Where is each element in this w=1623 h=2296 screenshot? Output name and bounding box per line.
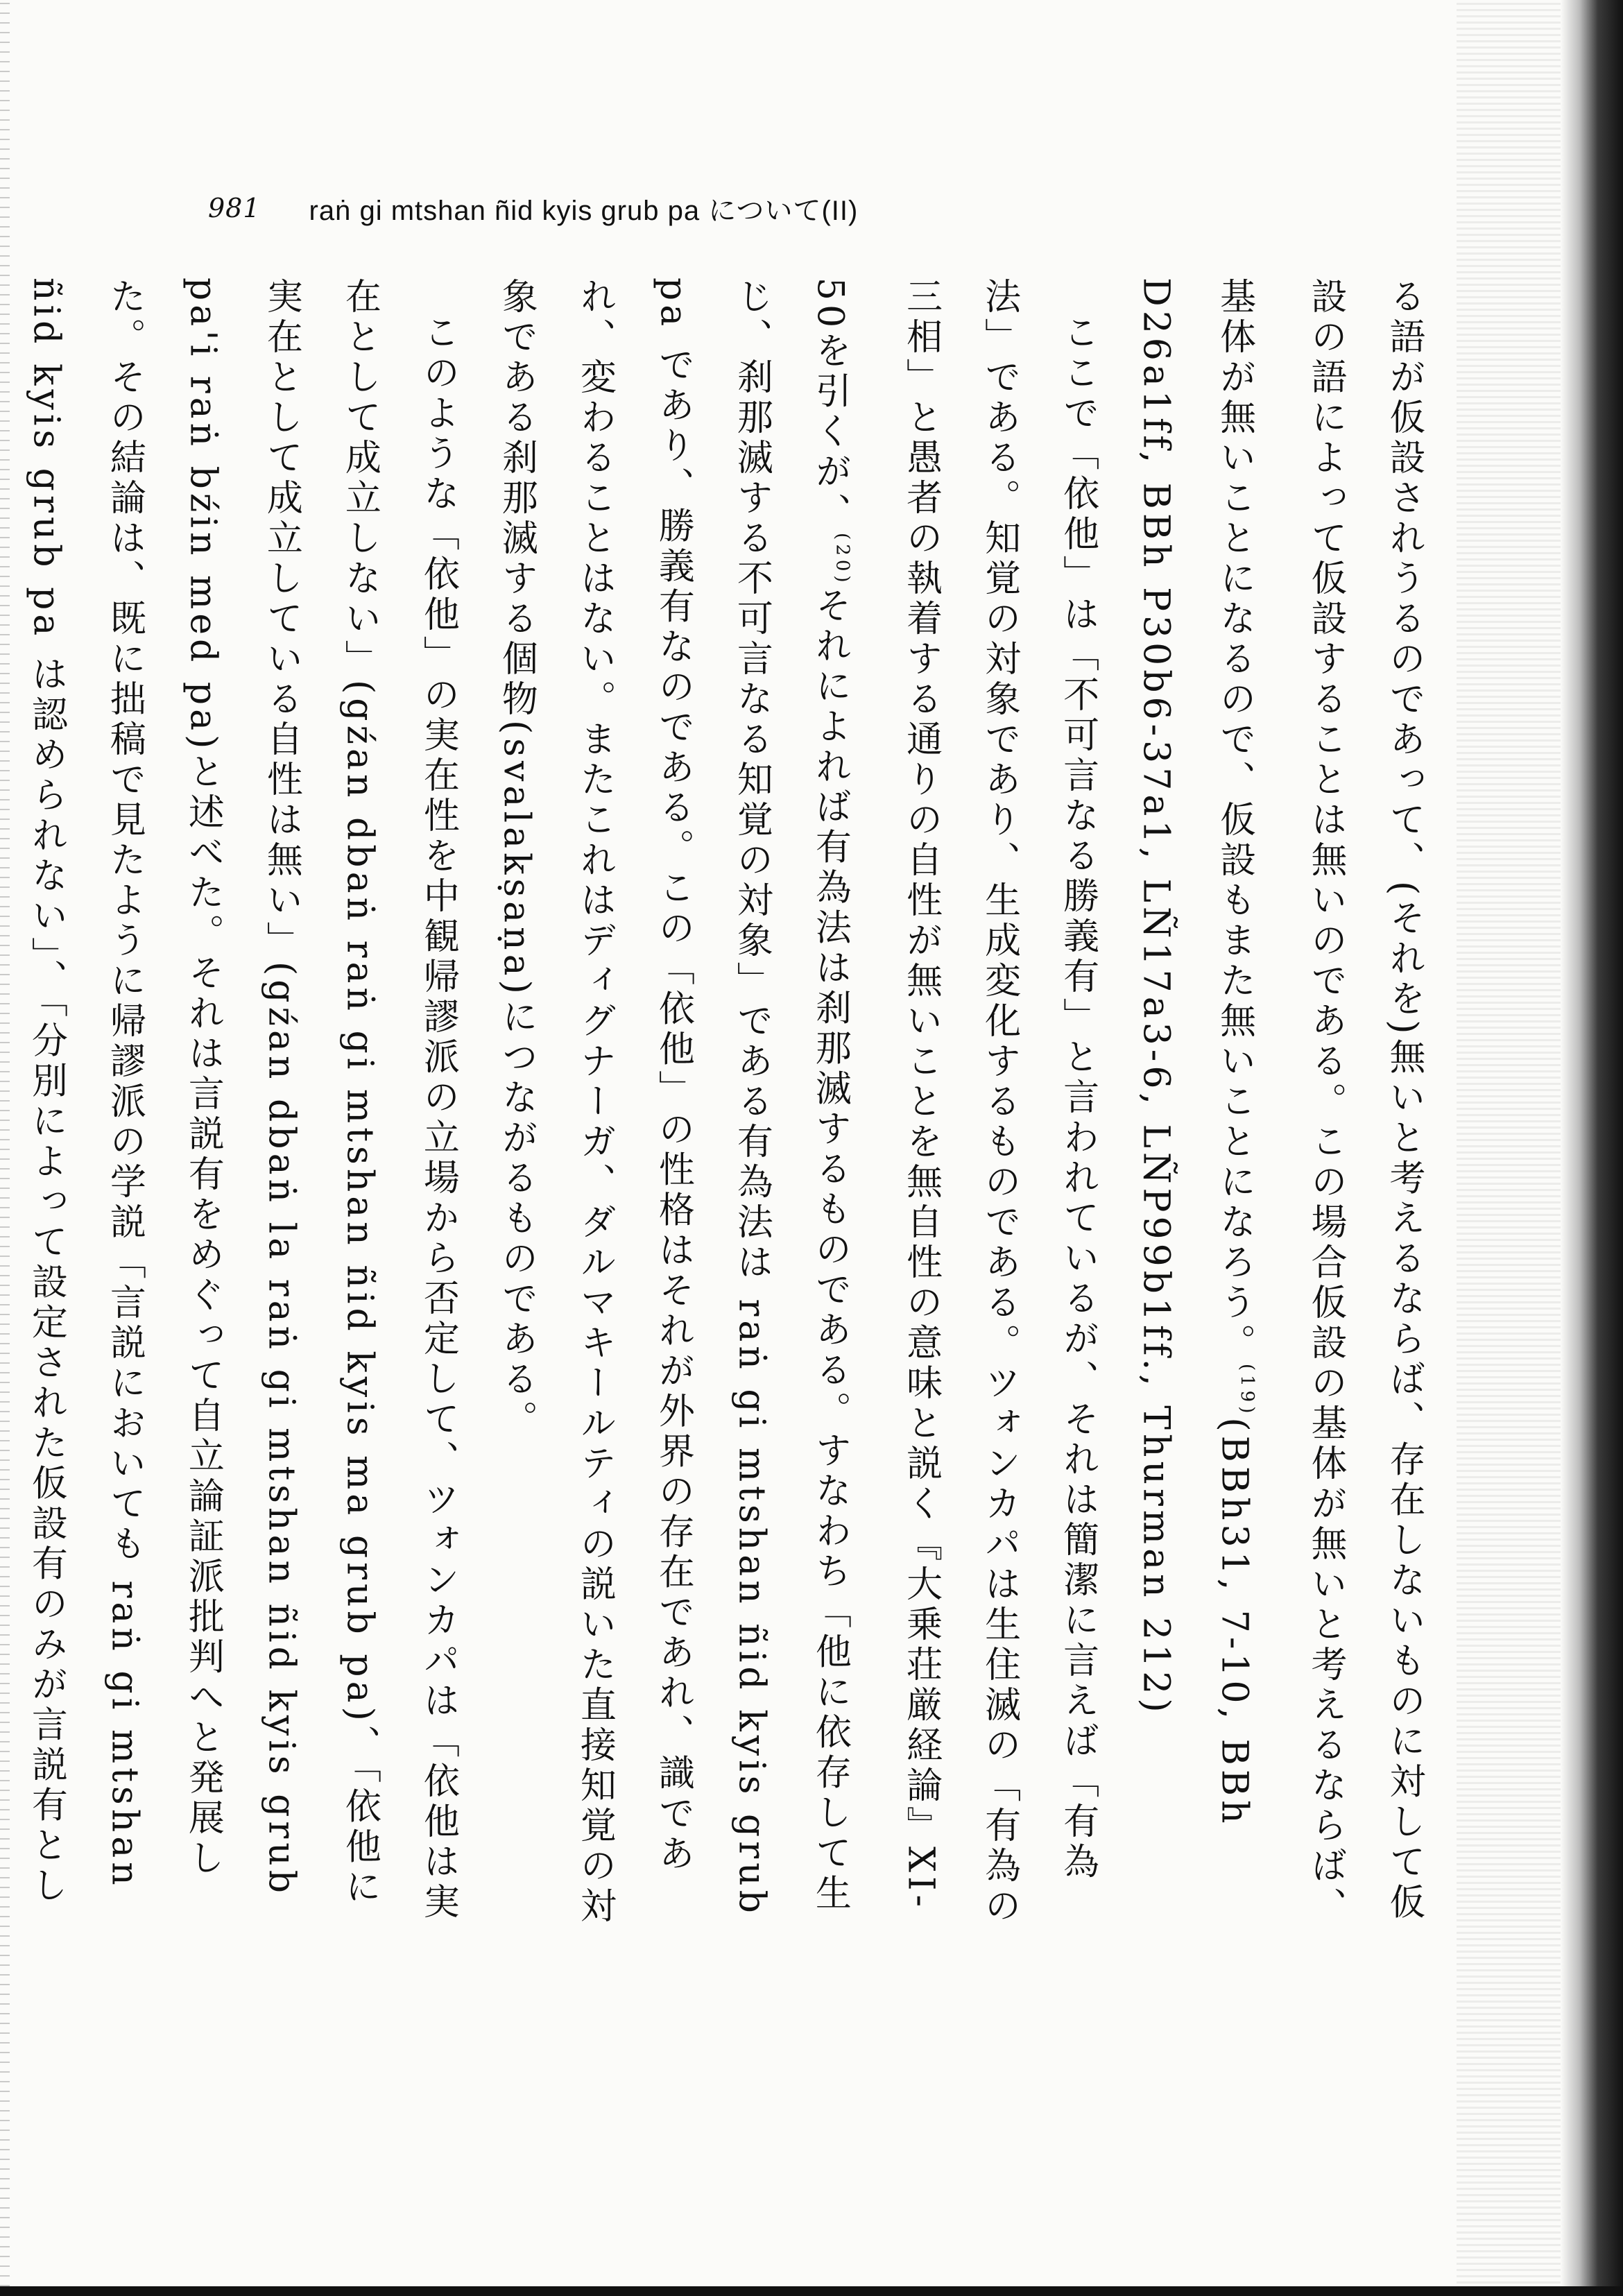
running-title: raṅ gi mtshan ñid kyis grub pa について(II) — [309, 195, 859, 226]
paragraph-1-citation: (BBh31, 7-10, BBh D26a1ff, BBh P30b6-37a1, LÑ17a3-6, LÑP99b1ff., Thurman 212) — [1135, 277, 1255, 1828]
running-header — [208, 180, 858, 236]
scan-binding-shadow — [1561, 0, 1623, 2296]
paragraph-2 — [476, 277, 1116, 1928]
page-number: 981 — [208, 193, 261, 223]
paragraph-1 — [1117, 277, 1443, 1928]
paragraph-2-tail: それによれば有為法は刹那滅するものである。すなわち「他に依存して生じ、刹那滅する不可言なる知覚の対象」である有為法は raṅ gi mtshan ñid kyis grub pa であり、勝義有なのである。この「依他」の性格はそれが外界の存在であれ、識であれ、変わることはない。またこれはディグナーガ、ダルマキールティの説いた直接知覚の対象である刹那滅する個物(svalakṣaṇa)につながるものである。 — [495, 277, 851, 1927]
footnote-ref-20: (20) — [832, 533, 853, 587]
paragraph-3 — [0, 277, 476, 1928]
main-text — [25, 277, 1443, 1928]
paragraph-3-text: このような「依他」の実在性を中観帰謬派の立場から否定して、ツォンカパは「依他は実在として成立しない」(gźan dbaṅ raṅ gi mtshan ñid kyis ma grub pa)、「依他に実在として成立している自性は無い」(gźan dbaṅ la raṅ gi mtshan ñid kyis grub pa'i raṅ bźin med pa)と述べた。それは言説有をめぐって自立論証派批判へと発展した。その結論は、既に拙稿で見たように帰謬派の学説「言説においても raṅ gi mtshan ñid kyis grub pa は認められない」、「分別によって設定された仮設有のみが言説有とし — [25, 277, 459, 1923]
scan-bottom-edge — [0, 2286, 1623, 2296]
paragraph-2-text: ここで「依他」は「不可言なる勝義有」と言われているが、それは簡潔に言えば「有為法」である。知覚の対象であり、生成変化するものである。ツォンカパは生住滅の「有為の三相」と愚者の執着する通りの自性が無いことを無自性の意味と説く『大乗荘厳経論』XI-50を引くが、 — [809, 277, 1099, 1927]
footnote-ref-19: (19) — [1237, 1364, 1257, 1418]
scan-left-edge — [0, 0, 10, 2296]
paragraph-1-text: る語が仮設されうるのであって、(それを)無いと考えるならば、存在しないものに対して仮設の語によって仮設することは無いのである。この場合仮設の基体が無いと考えるならば、基体が無いことになるので、仮設もまた無いことになろう。 — [1213, 277, 1425, 1927]
